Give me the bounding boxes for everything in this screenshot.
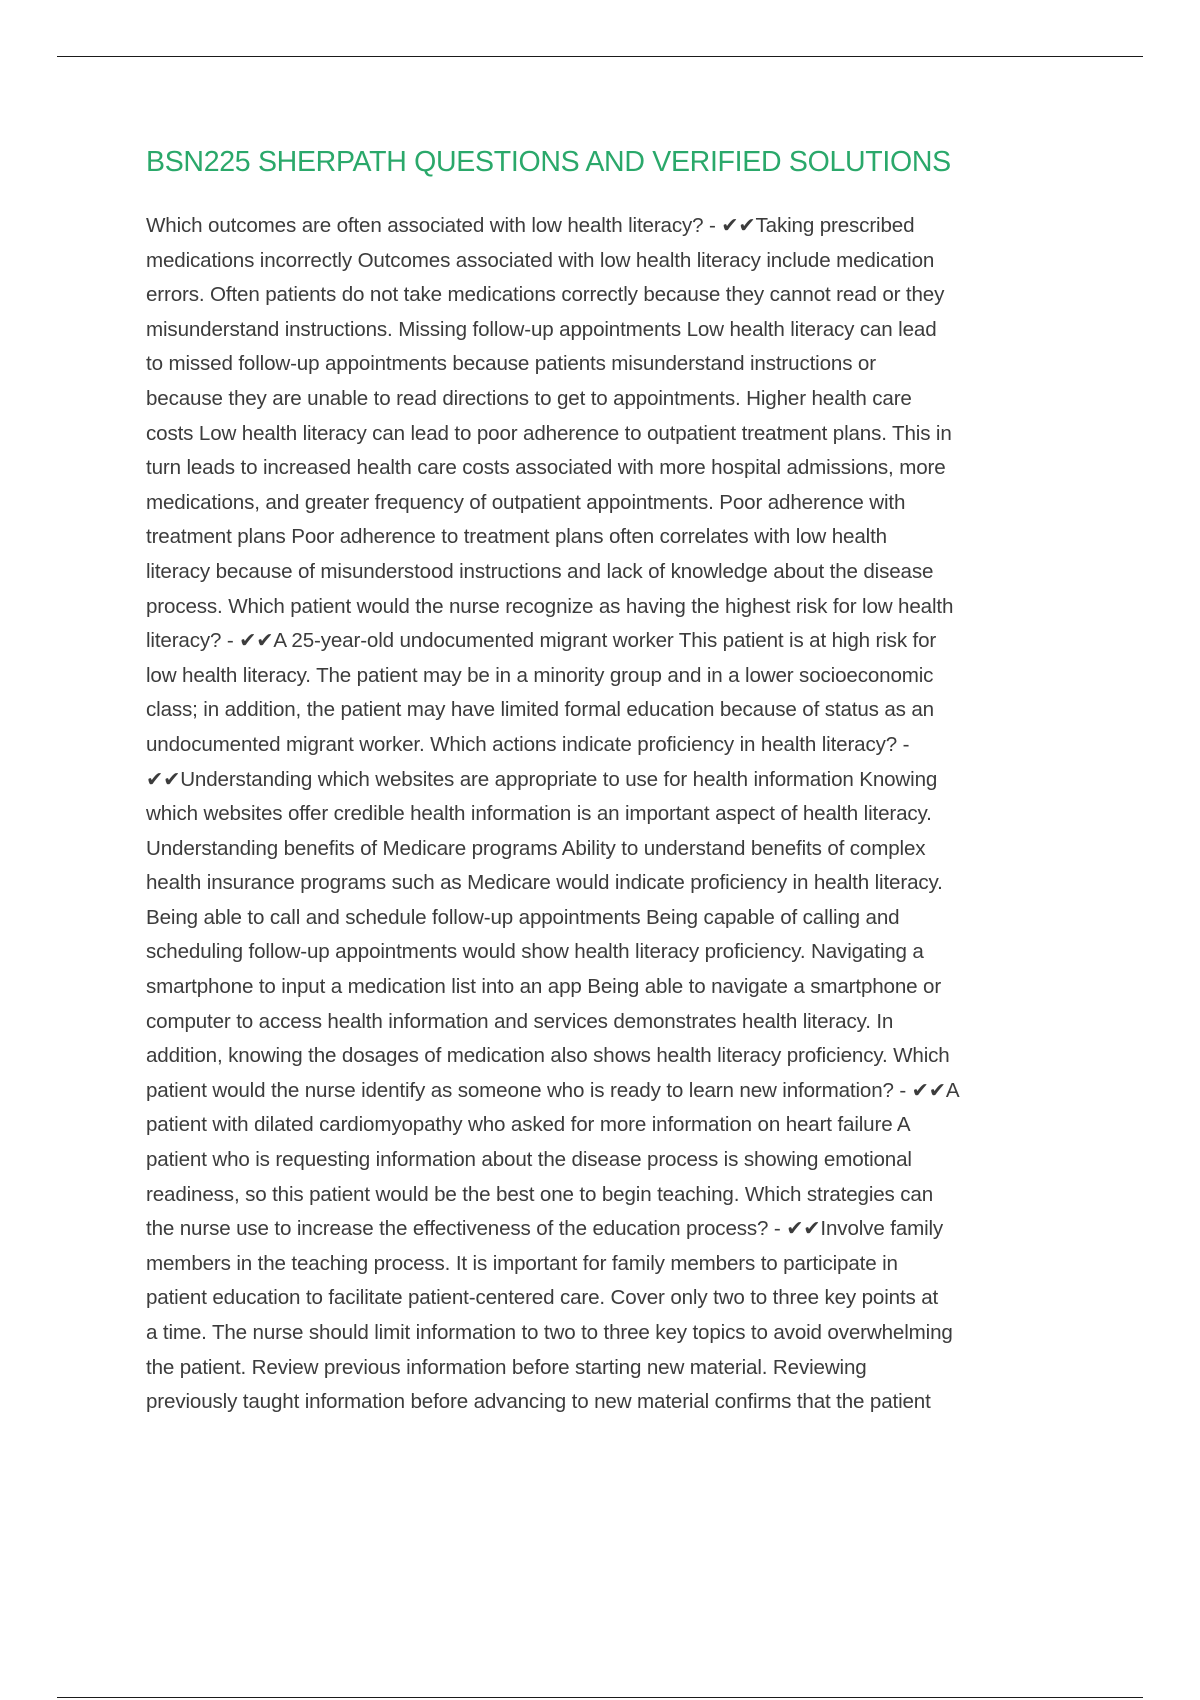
document-title: BSN225 SHERPATH QUESTIONS AND VERIFIED SOLUTIONS: [146, 146, 951, 178]
footer-rule: [57, 1697, 1143, 1698]
document-body: Which outcomes are often associated with low health literacy? - ✔✔Taking prescribed medications incorrectly Outcomes associated with low health literacy include medication errors. Often patients do not take medications correctly because they cannot read or they misunderstand instructions. Missing follow-up appointments Low health literacy can lead to missed follow-up appointments because patients misunderstand instructions or because they are unable to read directions to get to appointments. Higher health care costs Low health literacy can lead to poor adherence to outpatient treatment plans. This in turn leads to increased health care costs associated with more hospital admissions, more medications, and greater frequency of outpatient appointments. Poor adherence with treatment plans Poor adherence to treatment plans often correlates with low health literacy because of misunderstood instructions and lack of knowledge about the disease process. Which patient would the nurse recognize as having the highest risk for low health literacy? - ✔✔A 25-year-old undocumented migrant worker This patient is at high risk for low health literacy. The patient may be in a minority group and in a lower socioeconomic class; in addition, the patient may have limited formal education because of status as an undocumented migrant worker. Which actions indicate proficiency in health literacy? - ✔✔Understanding which websites are appropriate to use for health information Knowing which websites offer credible health information is an important aspect of health literacy. Understanding benefits of Medicare programs Ability to understand benefits of complex health insurance programs such as Medicare would indicate proficiency in health literacy. Being able to call and schedule follow-up appointments Being capable of calling and scheduling follow-up appointments would show health literacy proficiency. Navigating a smartphone to input a medication list into an app Being able to navigate a smartphone or computer to access health information and services demonstrates health literacy. In addition, knowing the dosages of medication also shows health literacy proficiency. Which patient would the nurse identify as someone who is ready to learn new information? - ✔✔A patient with dilated cardiomyopathy who asked for more information on heart failure A patient who is requesting information about the disease process is showing emotional readiness, so this patient would be the best one to begin teaching. Which strategies can the nurse use to increase the effectiveness of the education process? - ✔✔Involve family members in the teaching process. It is important for family members to participate in patient education to facilitate patient-centered care. Cover only two to three key points at a time. The nurse should limit information to two to three key topics to avoid overwhelming the patient. Review previous information before starting new material. Reviewing previously taught information before advancing to new material confirms that the patient: [146, 214, 960, 1414]
header-rule: [57, 56, 1143, 57]
